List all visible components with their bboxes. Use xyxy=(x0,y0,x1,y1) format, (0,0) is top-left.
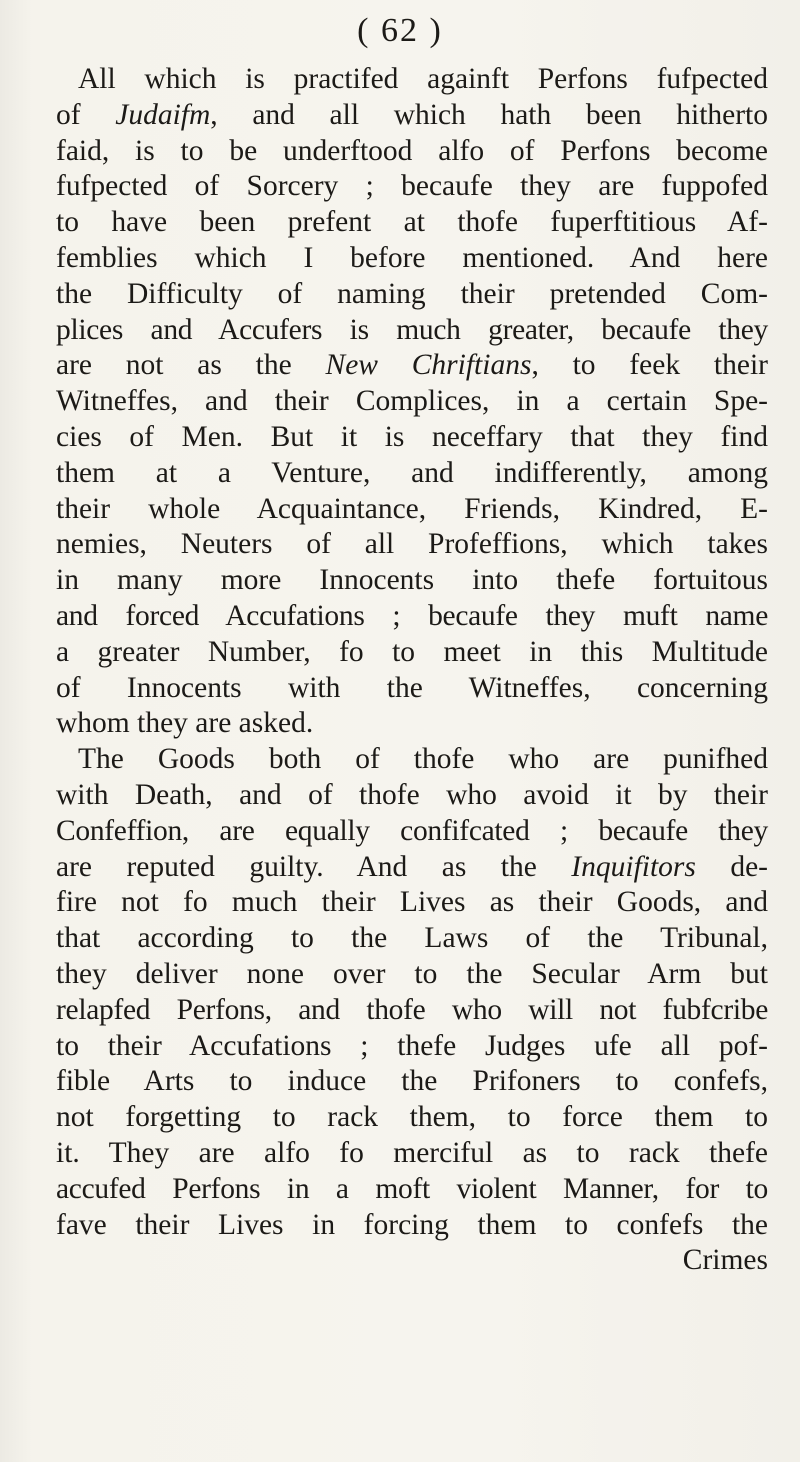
text-line: accufed Perfons in a moft violent Manner, for to xyxy=(56,1172,768,1205)
text-line: with Death, and of thofe who avoid it by their xyxy=(56,778,768,811)
page-number: ( 62 ) xyxy=(357,12,443,49)
text-line: fible Arts to induce the Prifoners to confefs, xyxy=(56,1065,768,1098)
text-line: Confeffion, are equally confifcated ; becaufe they xyxy=(56,814,768,847)
text-line: fave their Lives in forcing them to confefs the xyxy=(56,1208,768,1241)
text-line: All which is practifed againft Perfons fufpected xyxy=(78,63,768,95)
text-line: not forgetting to rack them, to force them to xyxy=(56,1101,768,1134)
body-text xyxy=(56,62,768,1279)
text-line: The Goods both of thofe who are punifhed xyxy=(78,743,768,776)
text-line: femblies which I before mentioned. And here xyxy=(56,241,768,274)
text-line: of Judaifm, and all which hath been hitherto xyxy=(56,98,768,131)
text-line: to their Accufations ; thefe Judges ufe all pof- xyxy=(56,1029,768,1062)
text-line: Witneffes, and their Complices, in a certain Spe- xyxy=(56,385,768,418)
text-line: and forced Accufations ; becaufe they muft name xyxy=(56,599,768,632)
text-line: of Innocents with the Witneffes, concerning xyxy=(56,671,768,704)
catchword: Crimes xyxy=(682,1244,768,1277)
text-line: relapfed Perfons, and thofe who will not fubfcribe xyxy=(56,993,768,1026)
text-line: a greater Number, fo to meet in this Multitude xyxy=(56,635,768,668)
text-line: faid, is to be underftood alfo of Perfons become xyxy=(56,134,768,167)
text-line: in many more Innocents into thefe fortuitous xyxy=(56,564,768,597)
text-line: them at a Venture, and indifferently, among xyxy=(56,456,768,489)
text-line: are not as the New Chriftians, to feek their xyxy=(56,349,768,382)
text-line: whom they are asked. xyxy=(56,707,314,740)
text-line: fire not fo much their Lives as their Goods, and xyxy=(56,886,768,919)
text-line: cies of Men. But it is neceffary that they find xyxy=(56,420,768,453)
text-line: nemies, Neuters of all Profeffions, which takes xyxy=(56,528,768,561)
text-line: their whole Acquaintance, Friends, Kindred, E- xyxy=(56,492,768,525)
text-line: to have been prefent at thofe fuperftitious Af- xyxy=(56,206,768,239)
text-line: they deliver none over to the Secular Arm but xyxy=(56,957,768,990)
text-line: are reputed guilty. And as the Inquifitors de- xyxy=(56,850,768,883)
text-line: fufpected of Sorcery ; becaufe they are fuppofed xyxy=(56,170,768,203)
text-line: it. They are alfo fo merciful as to rack thefe xyxy=(56,1136,768,1169)
text-line: that according to the Laws of the Tribunal, xyxy=(56,922,768,955)
text-line: the Difficulty of naming their pretended Com- xyxy=(56,277,768,310)
text-line: plices and Accufers is much greater, becaufe they xyxy=(56,313,768,346)
